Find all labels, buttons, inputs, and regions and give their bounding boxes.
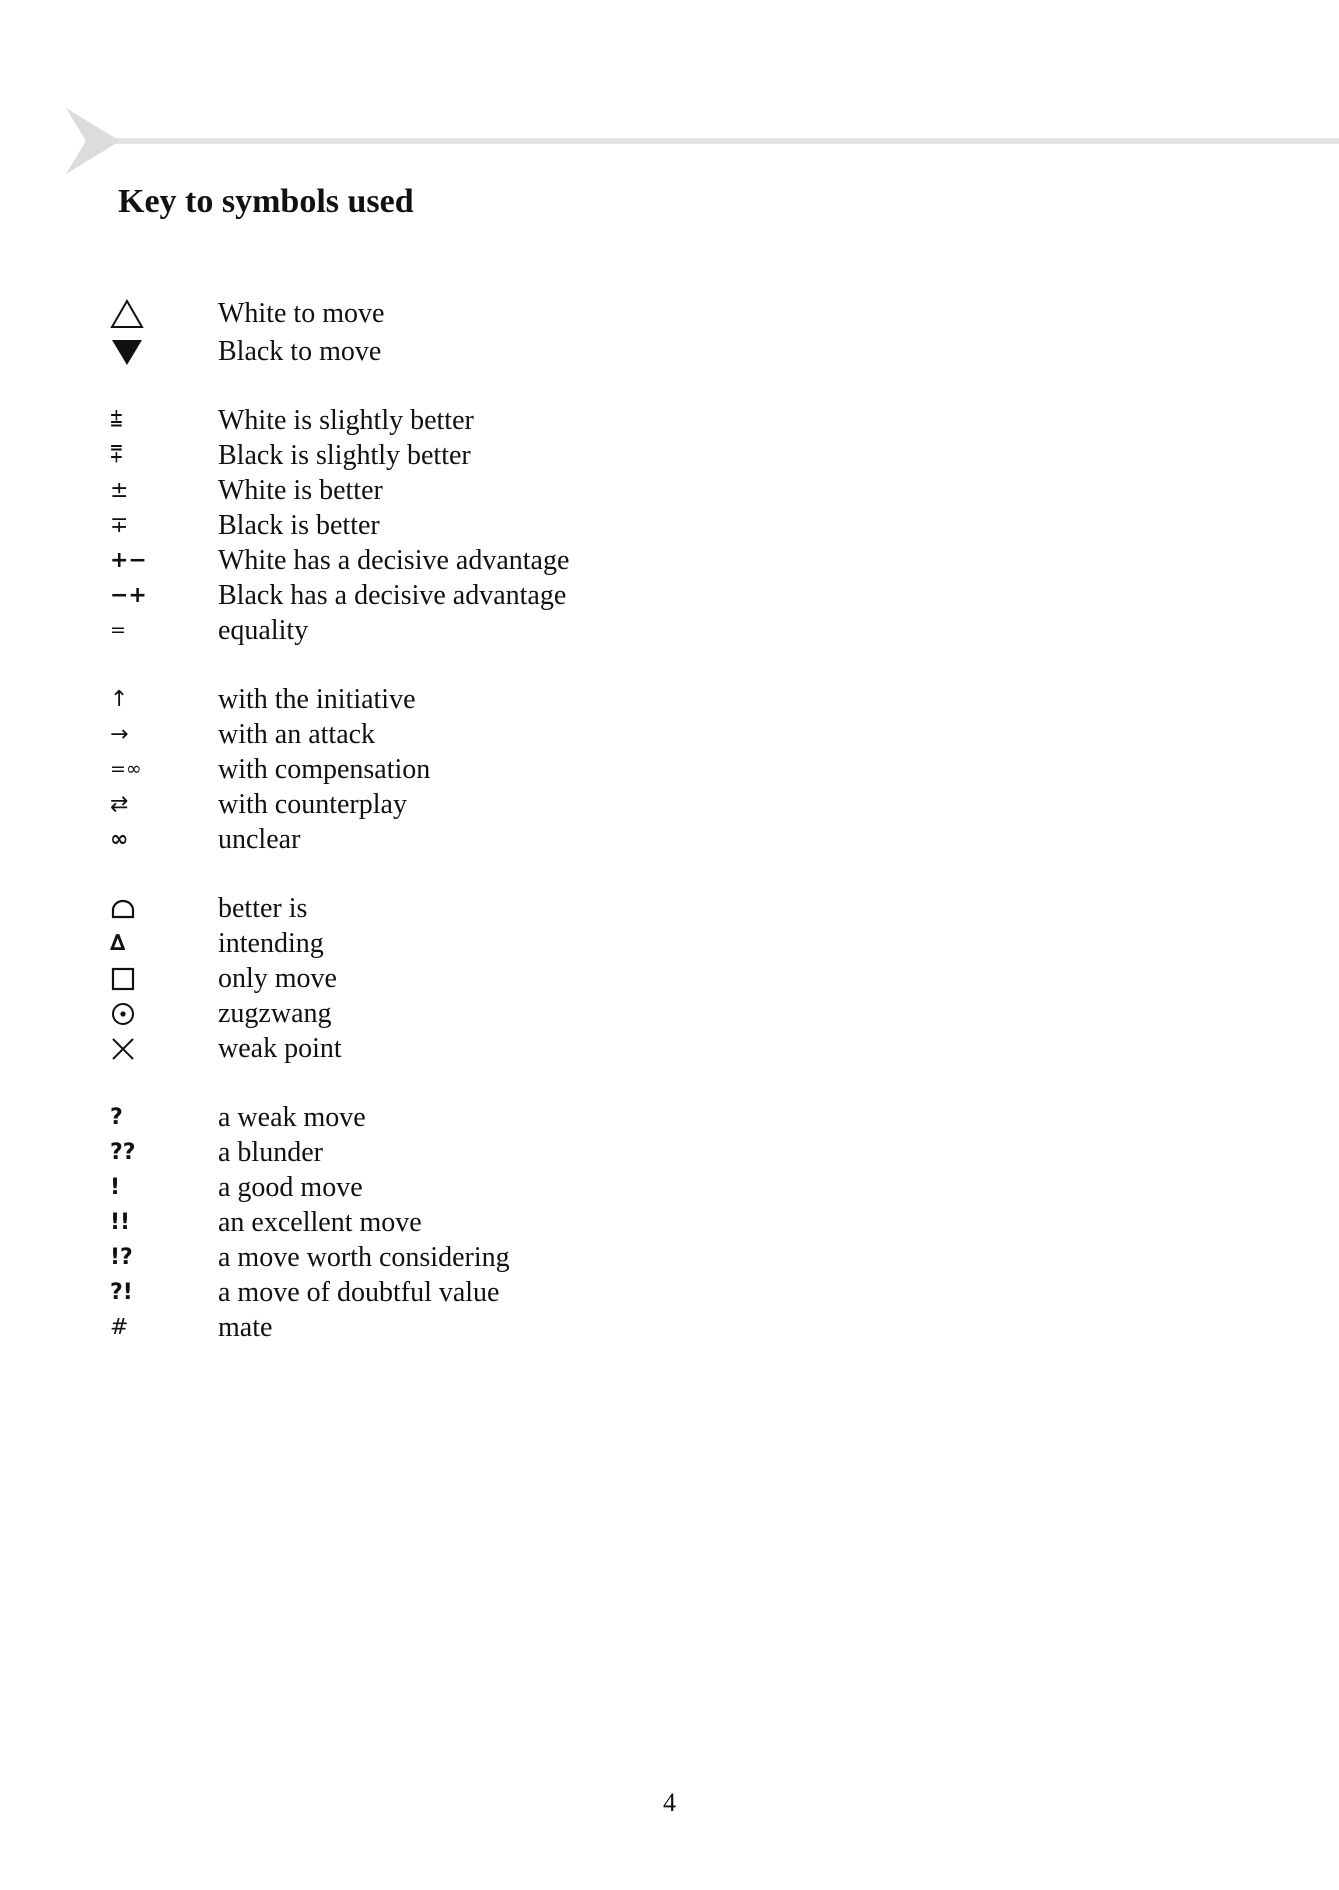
key-description: a blunder [218, 1137, 323, 1168]
key-symbol: # [110, 1315, 129, 1340]
key-row-unclear [110, 822, 810, 857]
key-row-black-to-move [110, 334, 810, 369]
key-row-move-worth-considering [110, 1240, 810, 1275]
key-description: a good move [218, 1172, 363, 1203]
key-row-blunder [110, 1135, 810, 1170]
key-symbol: ⩲ [110, 408, 123, 433]
page-number: 4 [663, 1788, 676, 1817]
key-description: unclear [218, 824, 301, 855]
key-row-attack [110, 717, 810, 752]
cross-icon [110, 1031, 180, 1066]
key-symbol: ∓ [110, 513, 129, 538]
key-symbol: ! [110, 1175, 121, 1200]
key-description: White has a decisive advantage [218, 545, 570, 576]
key-symbol: !? [110, 1245, 133, 1270]
key-symbol: = [110, 619, 126, 641]
key-row-only-move [110, 961, 810, 996]
key-row-mate [110, 1310, 810, 1345]
key-description: with counterplay [218, 789, 407, 820]
key-row-intending [110, 926, 810, 961]
key-symbol: +− [110, 548, 147, 573]
key-description: with the initiative [218, 684, 416, 715]
key-description: weak point [218, 1033, 342, 1064]
key-description: with compensation [218, 754, 431, 785]
key-row-compensation [110, 752, 810, 787]
key-description: White is slightly better [218, 405, 474, 436]
key-description: intending [218, 928, 324, 959]
key-row-counterplay [110, 787, 810, 822]
key-row-white-decisive [110, 543, 810, 578]
key-symbol: ?? [110, 1140, 136, 1165]
key-description: better is [218, 893, 308, 924]
black-triangle-icon [110, 334, 180, 369]
key-row-weak-point [110, 1031, 810, 1066]
key-symbol: ? [110, 1105, 123, 1130]
key-row-weak-move [110, 1100, 810, 1135]
key-symbol: ⇄ [110, 792, 129, 817]
key-description: Black is slightly better [218, 440, 471, 471]
key-row-black-decisive [110, 578, 810, 613]
key-row-doubtful-move [110, 1275, 810, 1310]
key-symbol: → [110, 722, 129, 747]
key-symbol: =∞ [110, 758, 142, 780]
square-icon [110, 961, 180, 996]
key-description: Black has a decisive advantage [218, 580, 567, 611]
circled-dot-icon [110, 996, 180, 1031]
key-symbol: ⩱ [110, 443, 123, 468]
key-description: with an attack [218, 719, 376, 750]
key-symbol: ± [110, 478, 129, 503]
key-description: Black to move [218, 336, 382, 367]
key-row-good-move [110, 1170, 810, 1205]
page-title: Key to symbols used [118, 183, 414, 220]
key-row-white-better [110, 473, 810, 508]
key-row-white-to-move [110, 296, 810, 331]
key-symbol: ?! [110, 1280, 133, 1305]
key-symbol: !! [110, 1210, 131, 1235]
white-triangle-icon [110, 296, 180, 331]
key-symbol: −+ [110, 583, 147, 608]
key-symbol: ↑ [110, 687, 129, 712]
key-description: only move [218, 963, 337, 994]
semicircle-arch-icon [110, 891, 180, 926]
key-row-equality [110, 613, 810, 648]
key-description: White is better [218, 475, 383, 506]
key-description: a move of doubtful value [218, 1277, 500, 1308]
key-description: mate [218, 1312, 273, 1343]
key-row-zugzwang [110, 996, 810, 1031]
key-row-white-slightly-better [110, 403, 810, 438]
key-description: White to move [218, 298, 385, 329]
key-row-black-slightly-better [110, 438, 810, 473]
key-description: equality [218, 615, 309, 646]
key-row-better-is [110, 891, 810, 926]
key-row-black-better [110, 508, 810, 543]
key-row-initiative [110, 682, 810, 717]
key-description: an excellent move [218, 1207, 422, 1238]
key-row-excellent-move [110, 1205, 810, 1240]
key-description: a weak move [218, 1102, 366, 1133]
key-symbol: ∆ [110, 931, 126, 956]
key-description: a move worth considering [218, 1242, 510, 1273]
key-description: zugzwang [218, 998, 332, 1029]
key-description: Black is better [218, 510, 380, 541]
key-symbol: ∞ [110, 827, 129, 852]
